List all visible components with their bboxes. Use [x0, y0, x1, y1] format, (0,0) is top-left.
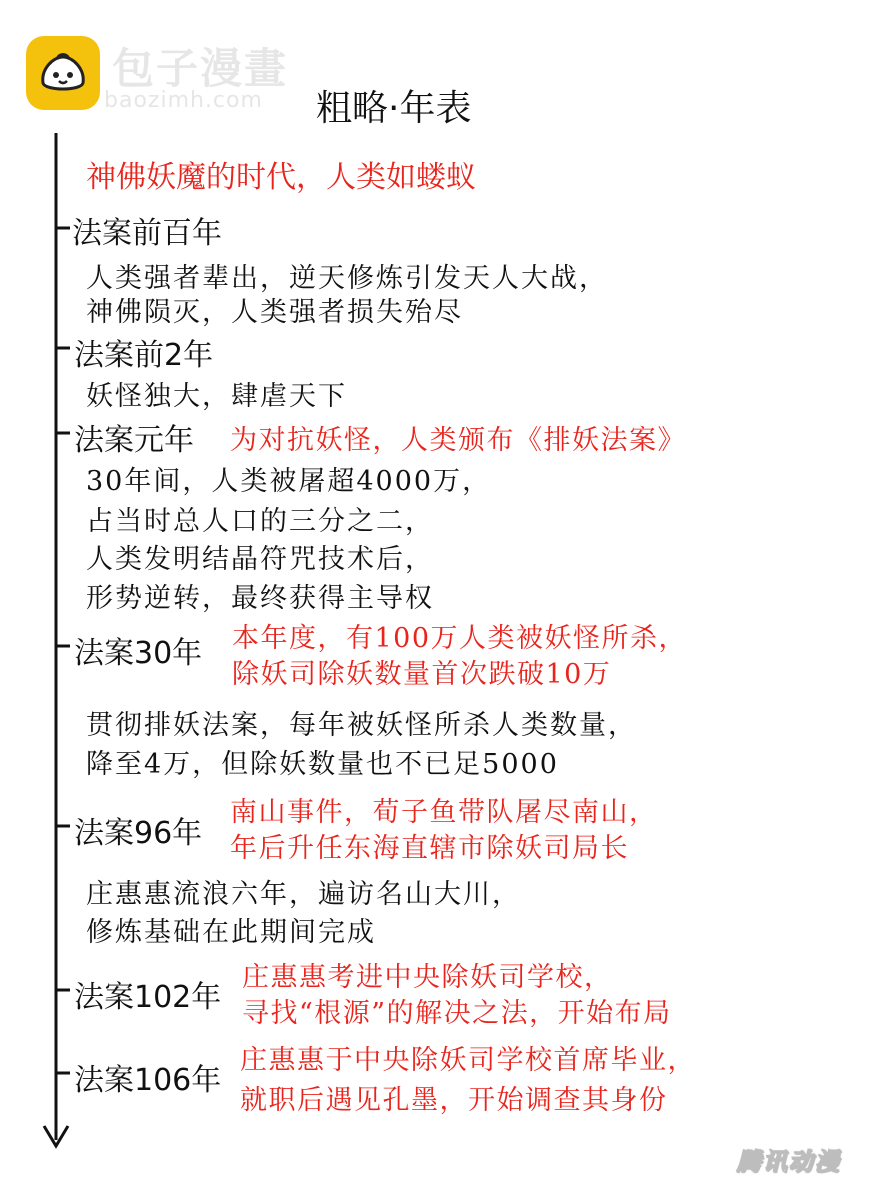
timeline-note-4-0: 南山事件，荀子鱼带队屠尽南山， [230, 797, 658, 828]
timeline-note-4-1: 年后升任东海直辖市除妖司局长 [230, 833, 629, 864]
timeline-label-0: 法案前百年 [72, 216, 222, 251]
timeline-note-6-1: 就职后遇见孔墨，开始调查其身份 [240, 1085, 668, 1116]
timeline-note-5-0: 庄惠惠考进中央除妖司学校， [242, 962, 613, 993]
timeline-desc-2-0: 30年间，人类被屠超4000万， [86, 466, 492, 497]
era-caption: 神佛妖魔的时代，人类如蝼蚁 [86, 160, 476, 195]
timeline-label-3: 法案30年 [74, 636, 203, 671]
timeline-desc-3-0: 贯彻排妖法案，每年被妖怪所杀人类数量， [86, 710, 637, 741]
timeline-label-6: 法案106年 [74, 1063, 222, 1098]
page-title: 粗略·年表 [316, 88, 472, 129]
timeline-note-5-1: 寻找“根源”的解决之法，开始布局 [242, 998, 672, 1029]
timeline-label-1: 法案前2年 [74, 338, 214, 373]
timeline-label-5: 法案102年 [74, 980, 222, 1015]
brand-logo [26, 36, 100, 110]
footer-watermark: 腾讯动漫 [737, 1147, 841, 1176]
timeline-label-4: 法案96年 [74, 816, 203, 851]
timeline-desc-2-3: 形势逆转，最终获得主导权 [86, 583, 434, 614]
timeline-desc-0-0: 人类强者辈出，逆天修炼引发天人大战， [86, 263, 608, 294]
timeline-desc-1-0: 妖怪独大，肆虐天下 [86, 381, 347, 412]
timeline-note-3-0: 本年度，有100万人类被妖怪所杀， [232, 623, 688, 654]
timeline-ticks [56, 228, 70, 1073]
timeline-note-6-0: 庄惠惠于中央除妖司学校首席毕业， [240, 1045, 696, 1076]
brand-name: 包子漫畫 [112, 44, 289, 93]
timeline-desc-4-0: 庄惠惠流浪六年，遍访名山大川， [86, 879, 521, 910]
timeline-desc-0-1: 神佛陨灭，人类强者损失殆尽 [86, 297, 463, 328]
brand-url: baozimh.com [104, 88, 263, 113]
timeline-desc-4-1: 修炼基础在此期间完成 [86, 917, 376, 948]
timeline-label-2: 法案元年 [74, 423, 194, 458]
timeline-desc-2-1: 占当时总人口的三分之二， [86, 506, 434, 537]
timeline-note-3-1: 除妖司除妖数量首次跌破10万 [232, 659, 612, 690]
bun-mascot-icon [35, 45, 91, 101]
timeline-desc-2-2: 人类发明结晶符咒技术后， [86, 544, 434, 575]
timeline-note-2-0: 为对抗妖怪，人类颁布《排妖法案》 [230, 425, 686, 456]
timeline-desc-3-1: 降至4万，但除妖数量也不已足5000 [86, 749, 559, 780]
